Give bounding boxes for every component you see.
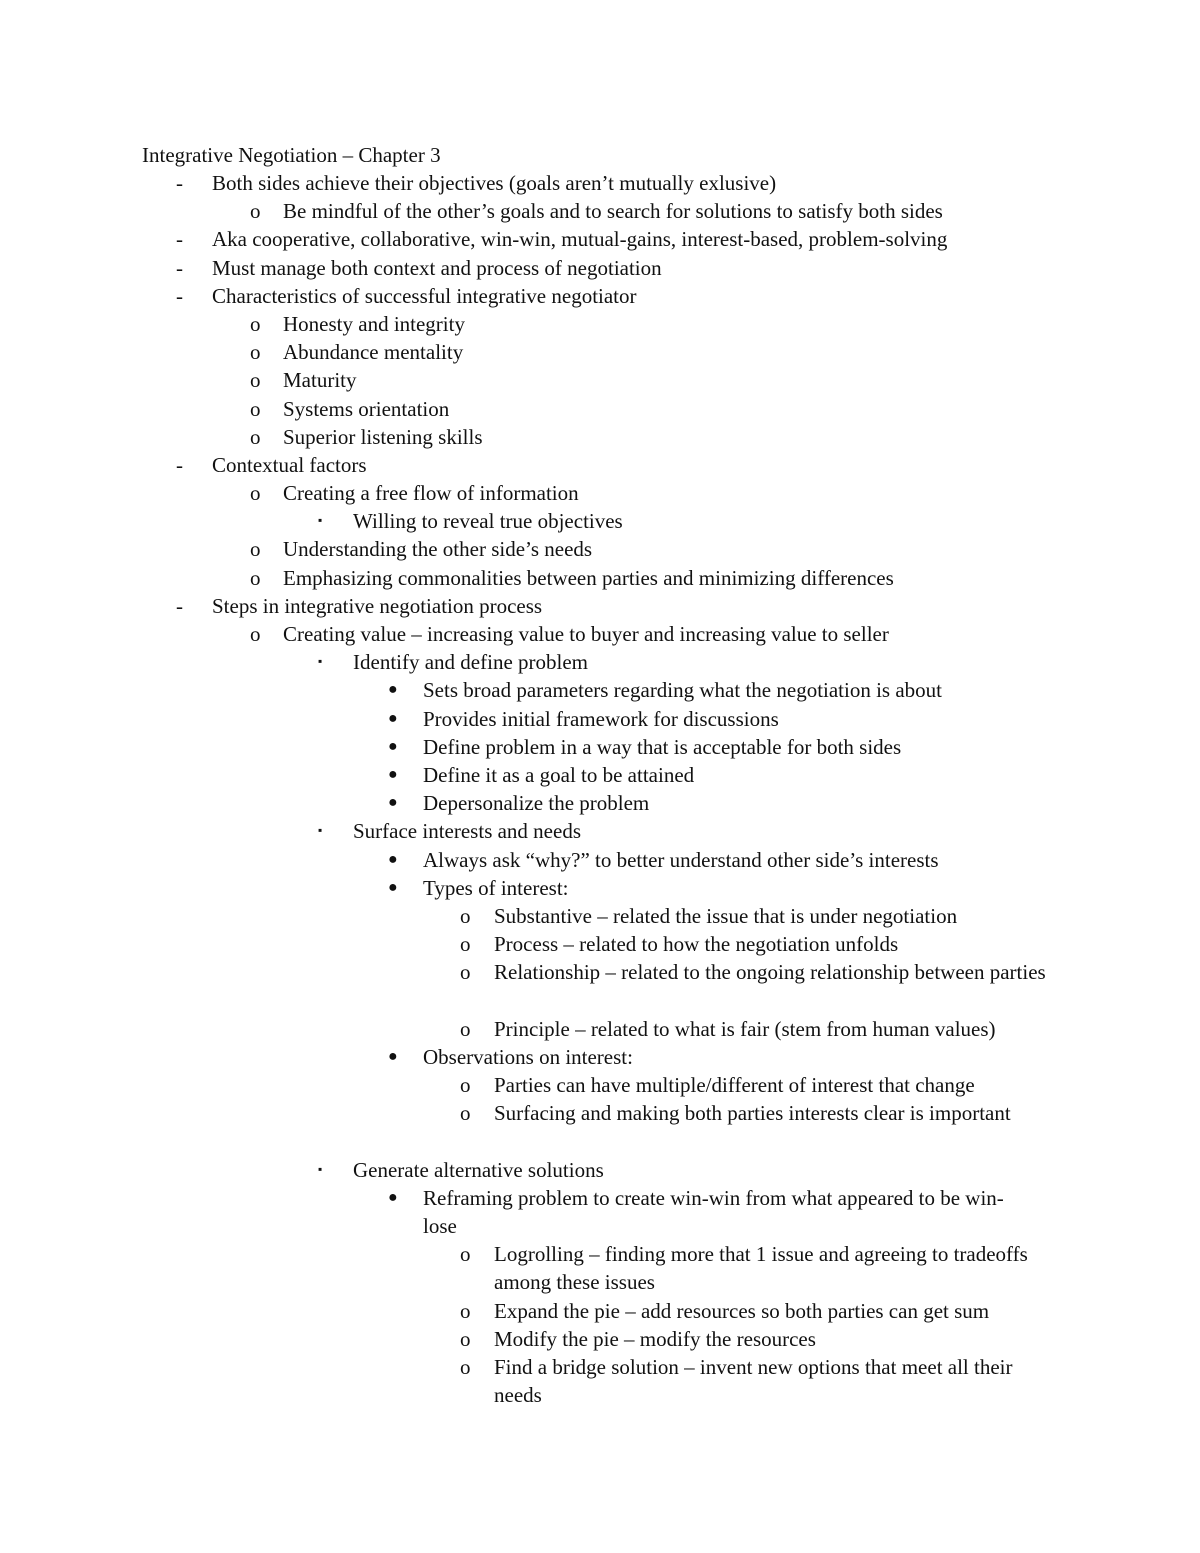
list-marker: ●	[388, 765, 398, 783]
outline-line-text: Process – related to how the negotiation unfolds	[494, 932, 899, 957]
outline-line	[0, 958, 1200, 1014]
outline-line-text: Surface interests and needs	[353, 819, 581, 844]
list-marker: o	[460, 1242, 471, 1267]
outline-line-text: Expand the pie – add resources so both parties can get sum	[494, 1298, 990, 1323]
outline-line	[0, 282, 1200, 310]
outline-line-text: Both sides achieve their objectives (goals aren’t mutually exlusive)	[212, 171, 777, 195]
outline-line	[0, 535, 1200, 563]
outline-line-text: Parties can have multiple/different of interest that change	[494, 1073, 975, 1098]
outline-line	[0, 1325, 1200, 1353]
outline-line	[0, 817, 1200, 845]
list-marker: o	[460, 903, 471, 928]
outline-line	[0, 1071, 1200, 1099]
outline-line	[0, 254, 1200, 282]
outline-line-text: Provides initial framework for discussions	[423, 706, 779, 731]
list-marker: o	[460, 960, 471, 985]
outline-line-text: Types of interest:	[423, 875, 569, 900]
list-marker: o	[250, 424, 261, 449]
outline-line-text: Steps in integrative negotiation process	[212, 593, 543, 618]
outline-line	[0, 930, 1200, 958]
list-marker: -	[176, 452, 183, 477]
outline-line-text: Abundance mentality	[283, 340, 464, 365]
outline-line-text: Honesty and integrity	[283, 311, 465, 336]
outline-line-text: Characteristics of successful integrative negotiator	[212, 283, 637, 308]
outline-line-text: Observations on interest:	[423, 1044, 633, 1069]
list-marker: ●	[388, 737, 398, 755]
list-marker: -	[176, 255, 183, 280]
outline-line-text: Understanding the other side’s needs	[283, 537, 593, 562]
list-marker: o	[250, 481, 261, 506]
outline-line-text: Find a bridge solution – invent new options that meet all their needs	[494, 1354, 1013, 1408]
outline-line-text: Reframing problem to create win-win from what appeared to be win-lose	[423, 1185, 1004, 1238]
list-marker: ●	[388, 1188, 398, 1206]
outline-line	[0, 197, 1200, 225]
outline-line	[0, 592, 1200, 620]
outline-line-text: Substantive – related the issue that is under negotiation	[494, 903, 958, 928]
list-marker: ●	[388, 878, 398, 896]
list-marker: o	[250, 537, 261, 562]
outline-line-text: Systems orientation	[283, 396, 450, 421]
outline-line-text: Emphasizing commonalities between parties and minimizing differences	[283, 565, 894, 590]
list-marker: -	[176, 283, 183, 308]
outline-line-text: Define problem in a way that is acceptable for both sides	[423, 734, 902, 759]
outline-line-text: Aka cooperative, collaborative, win-win, mutual-gains, interest-based, problem-solving	[212, 227, 948, 252]
outline-line	[0, 451, 1200, 479]
outline-line	[0, 761, 1200, 789]
outline-line	[0, 902, 1200, 930]
outline-line	[0, 733, 1200, 761]
outline-line-text: Creating value – increasing value to buyer and increasing value to seller	[283, 622, 889, 646]
outline-line-text: Always ask “why?” to better understand other side’s interests	[423, 847, 939, 872]
outline-line-text: Creating a free flow of information	[283, 481, 579, 506]
outline-line-text: Generate alternative solutions	[353, 1157, 604, 1182]
outline-line	[0, 1043, 1200, 1071]
outline-line	[0, 1240, 1200, 1296]
list-marker: o	[460, 1326, 471, 1351]
list-marker: o	[250, 396, 261, 421]
list-marker: -	[176, 593, 183, 618]
outline-line	[0, 846, 1200, 874]
outline-line-text: Be mindful of the other’s goals and to search for solutions to satisfy both sides	[283, 199, 943, 224]
outline-line-text: Contextual factors	[212, 452, 367, 477]
list-marker: ▪	[318, 654, 323, 669]
outline-line	[0, 620, 1200, 648]
list-marker: ●	[388, 850, 398, 868]
outline-line	[0, 423, 1200, 451]
list-marker: ●	[388, 709, 398, 727]
outline-line-text: Maturity	[283, 368, 357, 393]
outline-line-text: Depersonalize the problem	[423, 791, 650, 816]
list-marker: o	[250, 199, 261, 224]
outline-line	[0, 225, 1200, 253]
list-marker: o	[460, 1016, 471, 1041]
list-marker: o	[250, 565, 261, 590]
list-marker: o	[250, 311, 261, 336]
outline-line-text: Surfacing and making both parties interests clear is important	[494, 1101, 1011, 1126]
outline-line	[0, 507, 1200, 535]
outline-line	[0, 1015, 1200, 1043]
outline-line	[0, 395, 1200, 423]
list-marker: o	[460, 1298, 471, 1323]
list-marker: ●	[388, 794, 398, 812]
outline-line-text: Superior listening skills	[283, 424, 483, 449]
list-marker: o	[460, 932, 471, 957]
outline-list	[0, 169, 1200, 1409]
outline-line-text: Modify the pie – modify the resources	[494, 1326, 816, 1351]
list-marker: ●	[388, 1047, 398, 1065]
outline-line	[0, 1353, 1200, 1409]
outline-line-text: Relationship – related to the ongoing relationship between parties	[494, 960, 1046, 985]
document-title: Integrative Negotiation – Chapter 3	[142, 143, 441, 167]
list-marker: o	[250, 340, 261, 365]
list-marker: o	[250, 622, 261, 646]
list-marker: o	[460, 1073, 471, 1098]
list-marker: ▪	[318, 1161, 323, 1176]
outline-line	[0, 479, 1200, 507]
outline-line-text: Must manage both context and process of negotiation	[212, 255, 662, 280]
outline-line	[0, 169, 1200, 197]
outline-line	[0, 1099, 1200, 1155]
outline-line	[0, 648, 1200, 676]
outline-line-text: Define it as a goal to be attained	[423, 762, 695, 787]
list-marker: ▪	[318, 513, 323, 528]
outline-line-text: Principle – related to what is fair (stem from human values)	[494, 1016, 996, 1041]
outline-line	[0, 1156, 1200, 1184]
list-marker: o	[460, 1354, 471, 1379]
list-marker: ●	[388, 681, 398, 699]
outline-line-text: Logrolling – finding more that 1 issue and agreeing to tradeoffs among these issues	[494, 1242, 1028, 1295]
list-marker: o	[460, 1101, 471, 1126]
list-marker: o	[250, 368, 261, 393]
outline-line	[0, 564, 1200, 592]
outline-line	[0, 1297, 1200, 1325]
list-marker: -	[176, 171, 183, 195]
outline-line	[0, 1184, 1200, 1240]
outline-line	[0, 366, 1200, 394]
outline-line	[0, 676, 1200, 704]
outline-line	[0, 789, 1200, 817]
outline-line	[0, 338, 1200, 366]
list-marker: ▪	[318, 823, 323, 838]
outline-line	[0, 874, 1200, 902]
outline-line	[0, 310, 1200, 338]
outline-line-text: Willing to reveal true objectives	[353, 509, 623, 534]
outline-line-text: Identify and define problem	[353, 650, 588, 675]
list-marker: -	[176, 227, 183, 252]
outline-line	[0, 705, 1200, 733]
outline-line-text: Sets broad parameters regarding what the negotiation is about	[423, 678, 943, 703]
